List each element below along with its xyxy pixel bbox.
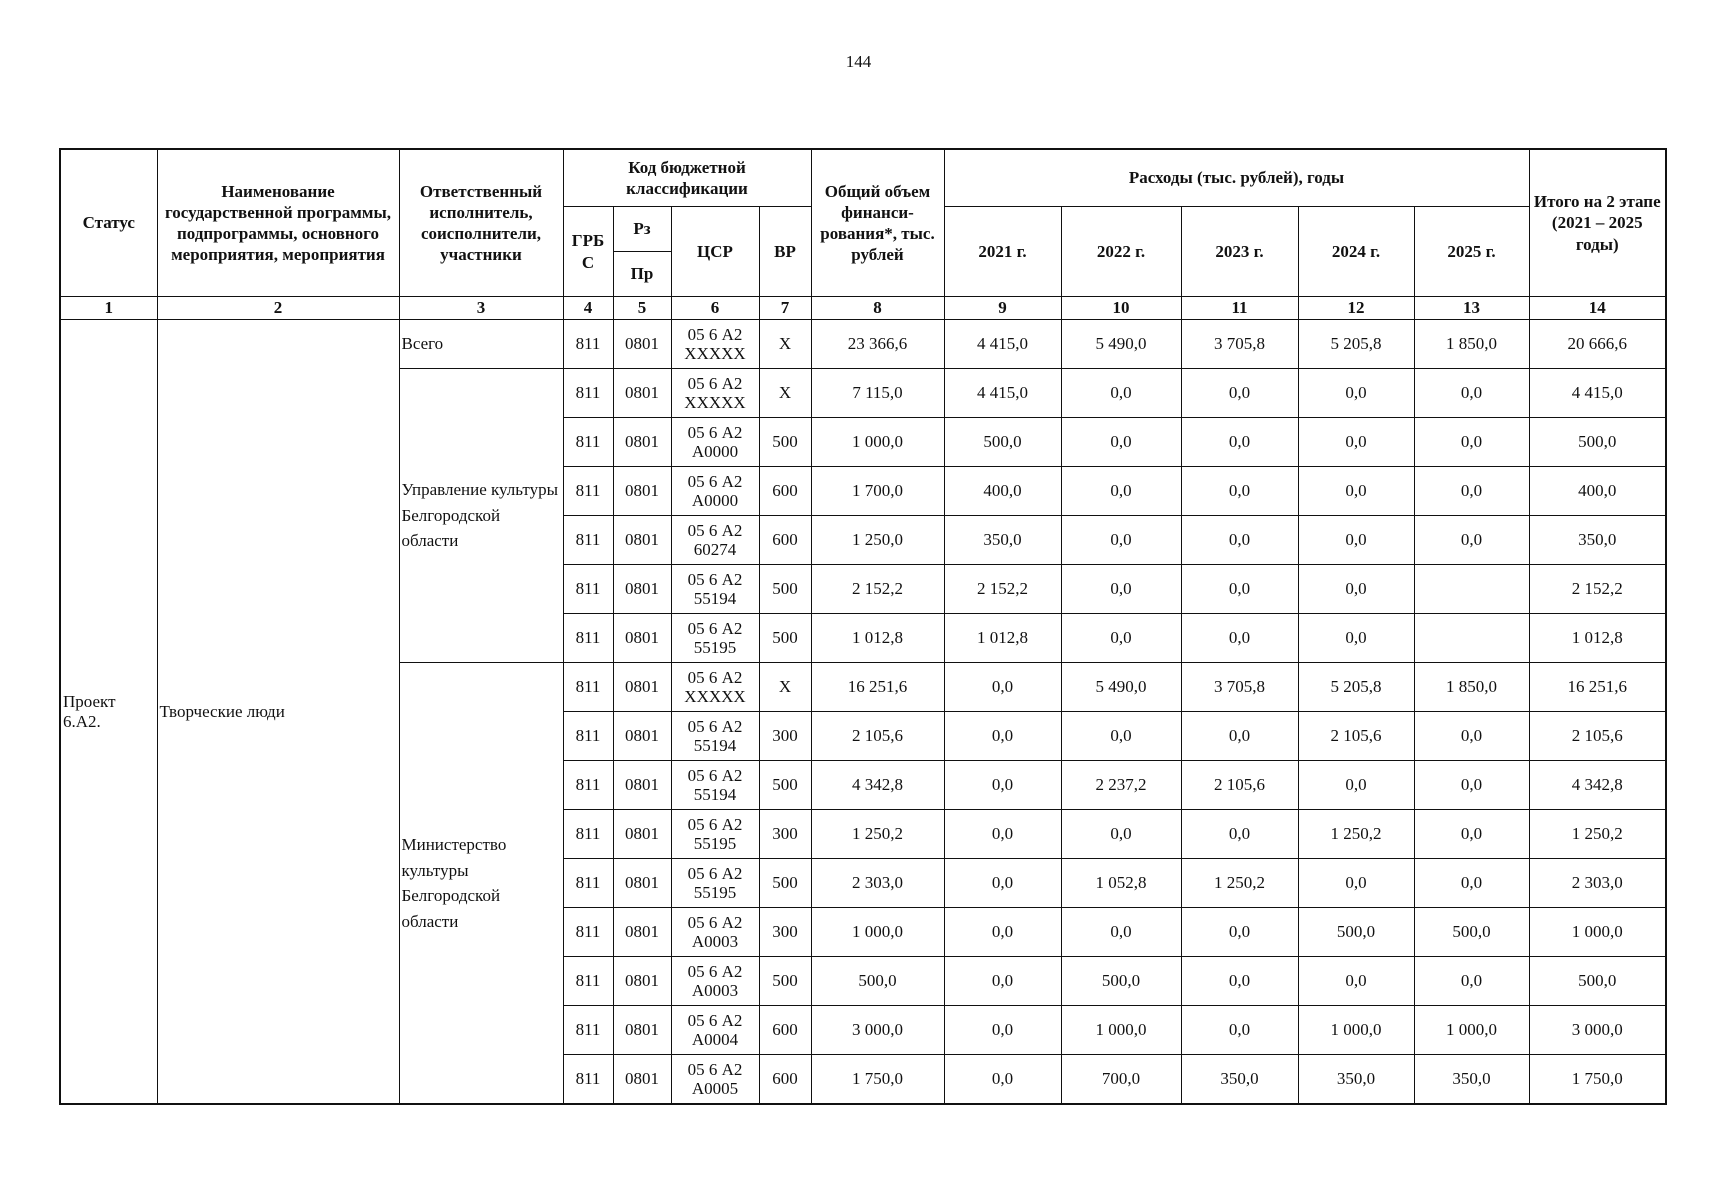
year-2025-cell: 0,0	[1414, 957, 1529, 1006]
year-2025-cell: 0,0	[1414, 418, 1529, 467]
total-volume-cell: 7 115,0	[811, 369, 944, 418]
year-2024-cell: 0,0	[1298, 761, 1414, 810]
total-volume-cell: 1 750,0	[811, 1055, 944, 1105]
csr-cell	[671, 908, 759, 957]
csr-cell	[671, 369, 759, 418]
rzpr-cell: 0801	[613, 614, 671, 663]
total-volume-cell: 1 000,0	[811, 418, 944, 467]
vr-cell: 300	[759, 712, 811, 761]
grbs-cell: 811	[563, 712, 613, 761]
total-volume-cell: 1 250,0	[811, 516, 944, 565]
column-number: 3	[399, 297, 563, 320]
csr-code-prefix: 05 6 А2	[687, 471, 743, 491]
csr-code-prefix: 05 6 А2	[687, 716, 743, 736]
header-rz: Рз	[613, 207, 671, 252]
vr-cell: 600	[759, 1055, 811, 1105]
csr-code-suffix: 55195	[693, 883, 737, 902]
year-2022-cell: 0,0	[1061, 418, 1181, 467]
year-2024-cell: 1 000,0	[1298, 1006, 1414, 1055]
vr-cell: 500	[759, 761, 811, 810]
year-2023-cell: 3 705,8	[1181, 663, 1298, 712]
total-volume-cell: 500,0	[811, 957, 944, 1006]
grbs-cell: 811	[563, 1006, 613, 1055]
header-executor: Ответственный исполнитель, соисполнители, участники	[399, 149, 563, 297]
year-2023-cell: 0,0	[1181, 614, 1298, 663]
year-2022-cell: 0,0	[1061, 467, 1181, 516]
column-number: 4	[563, 297, 613, 320]
year-2023-cell: 350,0	[1181, 1055, 1298, 1105]
year-2023-cell: 0,0	[1181, 712, 1298, 761]
year-2022-cell: 0,0	[1061, 810, 1181, 859]
rzpr-cell: 0801	[613, 369, 671, 418]
rzpr-cell: 0801	[613, 1055, 671, 1105]
year-2021-cell: 0,0	[944, 1006, 1061, 1055]
rzpr-cell: 0801	[613, 418, 671, 467]
year-2022-cell: 1 052,8	[1061, 859, 1181, 908]
stage-total-cell: 500,0	[1529, 418, 1666, 467]
vr-cell: 500	[759, 565, 811, 614]
grbs-cell: 811	[563, 418, 613, 467]
grbs-cell: 811	[563, 1055, 613, 1105]
year-2024-cell: 350,0	[1298, 1055, 1414, 1105]
year-2023-cell: 0,0	[1181, 810, 1298, 859]
grbs-cell: 811	[563, 957, 613, 1006]
year-2021-cell: 4 415,0	[944, 320, 1061, 369]
total-volume-cell: 3 000,0	[811, 1006, 944, 1055]
year-2021-cell: 500,0	[944, 418, 1061, 467]
year-2024-cell: 0,0	[1298, 369, 1414, 418]
year-2023-cell: 0,0	[1181, 908, 1298, 957]
year-2022-cell: 0,0	[1061, 712, 1181, 761]
csr-cell	[671, 761, 759, 810]
table-row	[60, 320, 1666, 369]
total-volume-cell: 16 251,6	[811, 663, 944, 712]
vr-cell: 300	[759, 908, 811, 957]
header-2022: 2022 г.	[1061, 207, 1181, 297]
stage-total-cell: 1 012,8	[1529, 614, 1666, 663]
year-2025-cell: 500,0	[1414, 908, 1529, 957]
stage-total-cell: 500,0	[1529, 957, 1666, 1006]
csr-code-prefix: 05 6 А2	[687, 618, 743, 638]
year-2023-cell: 3 705,8	[1181, 320, 1298, 369]
year-2021-cell: 0,0	[944, 908, 1061, 957]
year-2025-cell: 0,0	[1414, 516, 1529, 565]
column-number: 12	[1298, 297, 1414, 320]
grbs-cell: 811	[563, 810, 613, 859]
csr-code-prefix: 05 6 А2	[687, 765, 743, 785]
year-2025-cell: 0,0	[1414, 467, 1529, 516]
total-volume-cell: 1 012,8	[811, 614, 944, 663]
year-2023-cell: 0,0	[1181, 565, 1298, 614]
year-2021-cell: 4 415,0	[944, 369, 1061, 418]
column-number: 2	[157, 297, 399, 320]
year-2023-cell: 1 250,2	[1181, 859, 1298, 908]
vr-cell: 500	[759, 859, 811, 908]
year-2023-cell: 0,0	[1181, 418, 1298, 467]
rzpr-cell: 0801	[613, 859, 671, 908]
year-2024-cell: 0,0	[1298, 516, 1414, 565]
rzpr-cell: 0801	[613, 1006, 671, 1055]
year-2022-cell: 2 237,2	[1061, 761, 1181, 810]
year-2024-cell: 1 250,2	[1298, 810, 1414, 859]
stage-total-cell: 4 415,0	[1529, 369, 1666, 418]
executor-culture-department-cell: Управление культуры Белгородской области	[399, 369, 563, 663]
vr-cell: 600	[759, 516, 811, 565]
year-2025-cell: 0,0	[1414, 761, 1529, 810]
stage-total-cell: 1 000,0	[1529, 908, 1666, 957]
rzpr-cell: 0801	[613, 467, 671, 516]
stage-total-cell: 2 303,0	[1529, 859, 1666, 908]
rzpr-cell: 0801	[613, 320, 671, 369]
year-2025-cell: 0,0	[1414, 859, 1529, 908]
csr-code-prefix: 05 6 А2	[687, 912, 743, 932]
vr-cell: Х	[759, 663, 811, 712]
year-2024-cell: 0,0	[1298, 859, 1414, 908]
csr-cell	[671, 418, 759, 467]
rzpr-cell: 0801	[613, 810, 671, 859]
budget-table	[59, 148, 1667, 1105]
header-budget-code: Код бюджетной классификации	[563, 149, 811, 207]
csr-code-suffix: А0000	[691, 442, 739, 461]
csr-code-prefix: 05 6 А2	[687, 667, 743, 687]
total-volume-cell: 23 366,6	[811, 320, 944, 369]
year-2025-cell: 1 850,0	[1414, 320, 1529, 369]
column-number: 8	[811, 297, 944, 320]
column-number: 9	[944, 297, 1061, 320]
csr-code-suffix: 60274	[693, 540, 737, 559]
grbs-cell: 811	[563, 467, 613, 516]
csr-cell	[671, 516, 759, 565]
csr-code-suffix: 55194	[693, 589, 737, 608]
year-2025-cell: 0,0	[1414, 810, 1529, 859]
year-2024-cell: 2 105,6	[1298, 712, 1414, 761]
grbs-cell: 811	[563, 516, 613, 565]
csr-code-suffix: XXXXX	[684, 393, 746, 412]
csr-code-suffix: А0004	[691, 1030, 739, 1049]
year-2021-cell: 2 152,2	[944, 565, 1061, 614]
csr-cell	[671, 565, 759, 614]
rzpr-cell: 0801	[613, 761, 671, 810]
csr-cell	[671, 859, 759, 908]
stage-total-cell: 3 000,0	[1529, 1006, 1666, 1055]
vr-cell: 300	[759, 810, 811, 859]
year-2024-cell: 0,0	[1298, 565, 1414, 614]
csr-code-suffix: А0003	[691, 932, 739, 951]
grbs-cell: 811	[563, 320, 613, 369]
program-name-cell: Творческие люди	[157, 320, 399, 1105]
stage-total-cell: 350,0	[1529, 516, 1666, 565]
vr-cell: 500	[759, 418, 811, 467]
header-stage-total: Итого на 2 этапе (2021 – 2025 годы)	[1529, 149, 1666, 297]
year-2022-cell: 1 000,0	[1061, 1006, 1181, 1055]
year-2022-cell: 5 490,0	[1061, 320, 1181, 369]
csr-code-suffix: 55194	[693, 736, 737, 755]
total-volume-cell: 2 303,0	[811, 859, 944, 908]
rzpr-cell: 0801	[613, 516, 671, 565]
year-2024-cell: 0,0	[1298, 957, 1414, 1006]
year-2021-cell: 0,0	[944, 761, 1061, 810]
rzpr-cell: 0801	[613, 957, 671, 1006]
year-2022-cell: 500,0	[1061, 957, 1181, 1006]
total-volume-cell: 1 250,2	[811, 810, 944, 859]
vr-cell: 500	[759, 957, 811, 1006]
vr-cell: 600	[759, 467, 811, 516]
year-2025-cell: 1 850,0	[1414, 663, 1529, 712]
year-2021-cell: 0,0	[944, 663, 1061, 712]
vr-cell: Х	[759, 369, 811, 418]
stage-total-cell: 16 251,6	[1529, 663, 1666, 712]
csr-code-suffix: А0003	[691, 981, 739, 1000]
total-volume-cell: 4 342,8	[811, 761, 944, 810]
executor-total-cell: Всего	[399, 320, 563, 369]
year-2024-cell: 5 205,8	[1298, 320, 1414, 369]
header-grbs: ГРБ С	[563, 207, 613, 297]
csr-cell	[671, 320, 759, 369]
column-number: 13	[1414, 297, 1529, 320]
csr-code-suffix: 55195	[693, 638, 737, 657]
year-2024-cell: 0,0	[1298, 614, 1414, 663]
year-2021-cell: 0,0	[944, 712, 1061, 761]
year-2021-cell: 0,0	[944, 810, 1061, 859]
column-number: 10	[1061, 297, 1181, 320]
rzpr-cell: 0801	[613, 908, 671, 957]
csr-code-prefix: 05 6 А2	[687, 373, 743, 393]
year-2021-cell: 400,0	[944, 467, 1061, 516]
year-2023-cell: 0,0	[1181, 516, 1298, 565]
csr-code-prefix: 05 6 А2	[687, 1059, 743, 1079]
vr-cell: Х	[759, 320, 811, 369]
year-2025-cell	[1414, 614, 1529, 663]
year-2024-cell: 5 205,8	[1298, 663, 1414, 712]
page-number: 144	[845, 52, 872, 71]
stage-total-cell: 1 750,0	[1529, 1055, 1666, 1105]
year-2022-cell: 5 490,0	[1061, 663, 1181, 712]
csr-cell	[671, 1055, 759, 1105]
year-2022-cell: 700,0	[1061, 1055, 1181, 1105]
csr-cell	[671, 467, 759, 516]
csr-code-prefix: 05 6 А2	[687, 814, 743, 834]
header-2025: 2025 г.	[1414, 207, 1529, 297]
total-volume-cell: 2 105,6	[811, 712, 944, 761]
year-2024-cell: 500,0	[1298, 908, 1414, 957]
csr-cell	[671, 810, 759, 859]
column-number: 5	[613, 297, 671, 320]
header-expenses: Расходы (тыс. рублей), годы	[944, 149, 1529, 207]
grbs-cell: 811	[563, 565, 613, 614]
column-number: 11	[1181, 297, 1298, 320]
csr-code-prefix: 05 6 А2	[687, 1010, 743, 1030]
year-2022-cell: 0,0	[1061, 369, 1181, 418]
grbs-cell: 811	[563, 761, 613, 810]
grbs-cell: 811	[563, 908, 613, 957]
year-2025-cell: 350,0	[1414, 1055, 1529, 1105]
csr-code-suffix: А0000	[691, 491, 739, 510]
executor-culture-ministry-cell: Министерство культуры Белгородской области	[399, 663, 563, 1105]
vr-cell: 500	[759, 614, 811, 663]
grbs-cell: 811	[563, 369, 613, 418]
rzpr-cell: 0801	[613, 565, 671, 614]
csr-cell	[671, 712, 759, 761]
year-2025-cell: 0,0	[1414, 712, 1529, 761]
header-program-name: Наименование государственной программы, подпрограммы, основного мероприятия, мероприятия	[157, 149, 399, 297]
year-2022-cell: 0,0	[1061, 516, 1181, 565]
csr-code-prefix: 05 6 А2	[687, 422, 743, 442]
year-2023-cell: 0,0	[1181, 957, 1298, 1006]
stage-total-cell: 2 152,2	[1529, 565, 1666, 614]
rzpr-cell: 0801	[613, 663, 671, 712]
status-cell: Проект 6.А2.	[60, 320, 157, 1105]
stage-total-cell: 1 250,2	[1529, 810, 1666, 859]
year-2021-cell: 0,0	[944, 1055, 1061, 1105]
csr-cell	[671, 1006, 759, 1055]
year-2021-cell: 1 012,8	[944, 614, 1061, 663]
year-2025-cell: 0,0	[1414, 369, 1529, 418]
csr-code-suffix: XXXXX	[684, 344, 746, 363]
year-2022-cell: 0,0	[1061, 565, 1181, 614]
header-vr: ВР	[759, 207, 811, 297]
header-pr: Пр	[613, 252, 671, 297]
csr-cell	[671, 663, 759, 712]
csr-code-prefix: 05 6 А2	[687, 569, 743, 589]
rzpr-cell: 0801	[613, 712, 671, 761]
column-number: 1	[60, 297, 157, 320]
stage-total-cell: 2 105,6	[1529, 712, 1666, 761]
year-2022-cell: 0,0	[1061, 614, 1181, 663]
year-2024-cell: 0,0	[1298, 418, 1414, 467]
csr-code-suffix: 55194	[693, 785, 737, 804]
year-2024-cell: 0,0	[1298, 467, 1414, 516]
stage-total-cell: 20 666,6	[1529, 320, 1666, 369]
stage-total-cell: 400,0	[1529, 467, 1666, 516]
grbs-cell: 811	[563, 859, 613, 908]
csr-cell	[671, 957, 759, 1006]
year-2023-cell: 0,0	[1181, 467, 1298, 516]
header-2023: 2023 г.	[1181, 207, 1298, 297]
csr-code-suffix: XXXXX	[684, 687, 746, 706]
total-volume-cell: 1 000,0	[811, 908, 944, 957]
year-2025-cell	[1414, 565, 1529, 614]
grbs-cell: 811	[563, 614, 613, 663]
vr-cell: 600	[759, 1006, 811, 1055]
csr-code-prefix: 05 6 А2	[687, 520, 743, 540]
column-number: 14	[1529, 297, 1666, 320]
total-volume-cell: 1 700,0	[811, 467, 944, 516]
grbs-cell: 811	[563, 663, 613, 712]
header-csr: ЦСР	[671, 207, 759, 297]
year-2021-cell: 0,0	[944, 859, 1061, 908]
year-2023-cell: 2 105,6	[1181, 761, 1298, 810]
year-2022-cell: 0,0	[1061, 908, 1181, 957]
csr-code-prefix: 05 6 А2	[687, 863, 743, 883]
table-body	[60, 320, 1666, 1105]
csr-code-prefix: 05 6 А2	[687, 324, 743, 344]
header-2024: 2024 г.	[1298, 207, 1414, 297]
total-volume-cell: 2 152,2	[811, 565, 944, 614]
column-number: 7	[759, 297, 811, 320]
header-total-volume: Общий объем финанси-рования*, тыс. рублей	[811, 149, 944, 297]
csr-code-suffix: А0005	[691, 1079, 739, 1098]
year-2021-cell: 0,0	[944, 957, 1061, 1006]
header-2021: 2021 г.	[944, 207, 1061, 297]
year-2023-cell: 0,0	[1181, 1006, 1298, 1055]
year-2025-cell: 1 000,0	[1414, 1006, 1529, 1055]
csr-code-prefix: 05 6 А2	[687, 961, 743, 981]
csr-code-suffix: 55195	[693, 834, 737, 853]
year-2023-cell: 0,0	[1181, 369, 1298, 418]
column-number: 6	[671, 297, 759, 320]
csr-cell	[671, 614, 759, 663]
header-status: Статус	[60, 149, 157, 297]
stage-total-cell: 4 342,8	[1529, 761, 1666, 810]
year-2021-cell: 350,0	[944, 516, 1061, 565]
